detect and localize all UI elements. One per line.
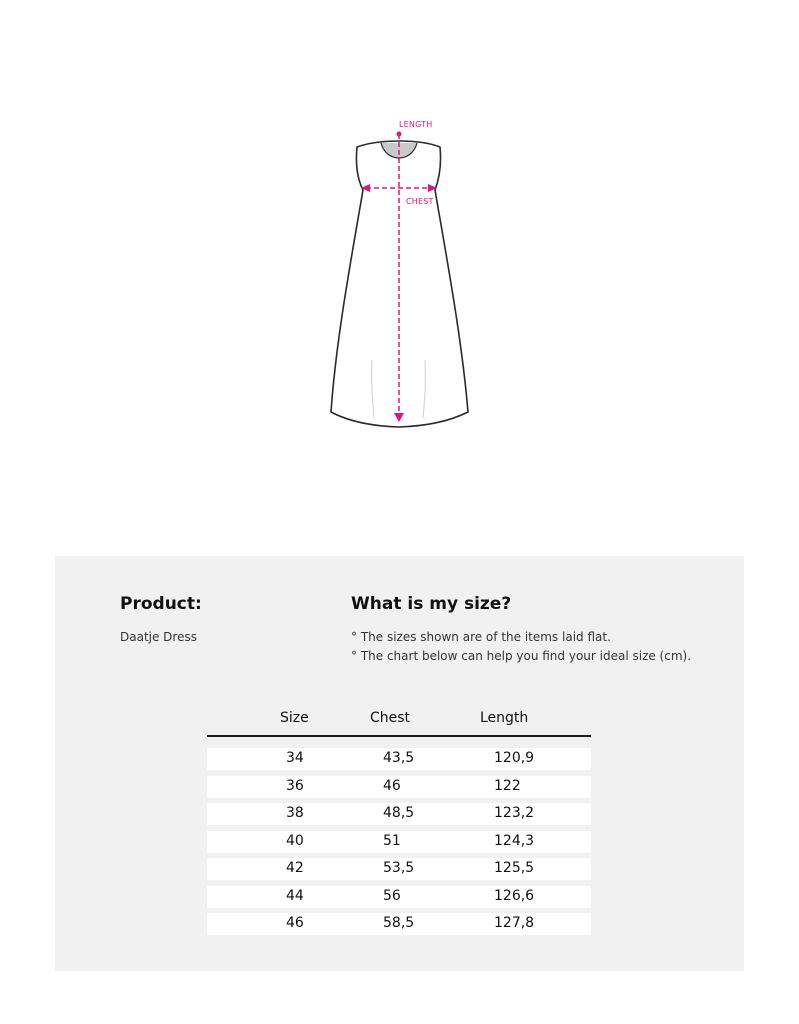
length-start-dot — [397, 132, 402, 137]
cell-chest: 58,5 — [383, 915, 415, 931]
table-row — [207, 748, 591, 770]
size-table-body — [207, 748, 591, 941]
cell-size: 40 — [286, 832, 304, 849]
cell-length: 126,6 — [494, 887, 535, 904]
cell-length: 124,3 — [494, 832, 535, 849]
size-table-header — [207, 708, 591, 736]
header-size: Size — [280, 710, 309, 726]
cell-chest: 56 — [383, 887, 401, 904]
cell-chest: 53,5 — [383, 860, 415, 876]
cell-chest: 48,5 — [383, 805, 415, 821]
product-name: Daatje Dress — [120, 630, 197, 644]
size-table — [207, 708, 591, 931]
table-row — [207, 803, 591, 825]
cell-length: 125,5 — [494, 860, 535, 876]
cell-length: 120,9 — [494, 750, 535, 766]
cell-length: 127,8 — [494, 915, 535, 931]
cell-length: 123,2 — [494, 805, 535, 821]
product-heading: Product: — [120, 594, 202, 614]
note-laid-flat: ° The sizes shown are of the items laid flat. — [351, 630, 611, 644]
header-chest: Chest — [370, 710, 411, 726]
size-heading: What is my size? — [351, 594, 512, 614]
note-ideal-size: ° The chart below can help you find your ideal size (cm). — [351, 649, 692, 663]
cell-size: 38 — [286, 805, 304, 821]
header-length: Length — [480, 710, 529, 726]
cell-size: 46 — [286, 915, 304, 931]
cell-size: 36 — [286, 777, 304, 794]
table-row — [207, 776, 591, 798]
cell-size: 44 — [286, 887, 304, 904]
header-divider — [207, 735, 591, 737]
length-label: LENGTH — [399, 120, 433, 129]
table-row — [207, 886, 591, 908]
cell-size: 42 — [286, 860, 304, 876]
table-row — [207, 858, 591, 880]
table-row — [207, 831, 591, 853]
cell-length: 122 — [494, 777, 521, 794]
cell-chest: 46 — [383, 777, 401, 794]
chest-label: CHEST — [406, 197, 434, 206]
cell-size: 34 — [286, 750, 304, 766]
table-row — [207, 913, 591, 935]
cell-chest: 43,5 — [383, 750, 415, 766]
cell-chest: 51 — [383, 832, 401, 849]
size-info-panel — [55, 556, 744, 971]
